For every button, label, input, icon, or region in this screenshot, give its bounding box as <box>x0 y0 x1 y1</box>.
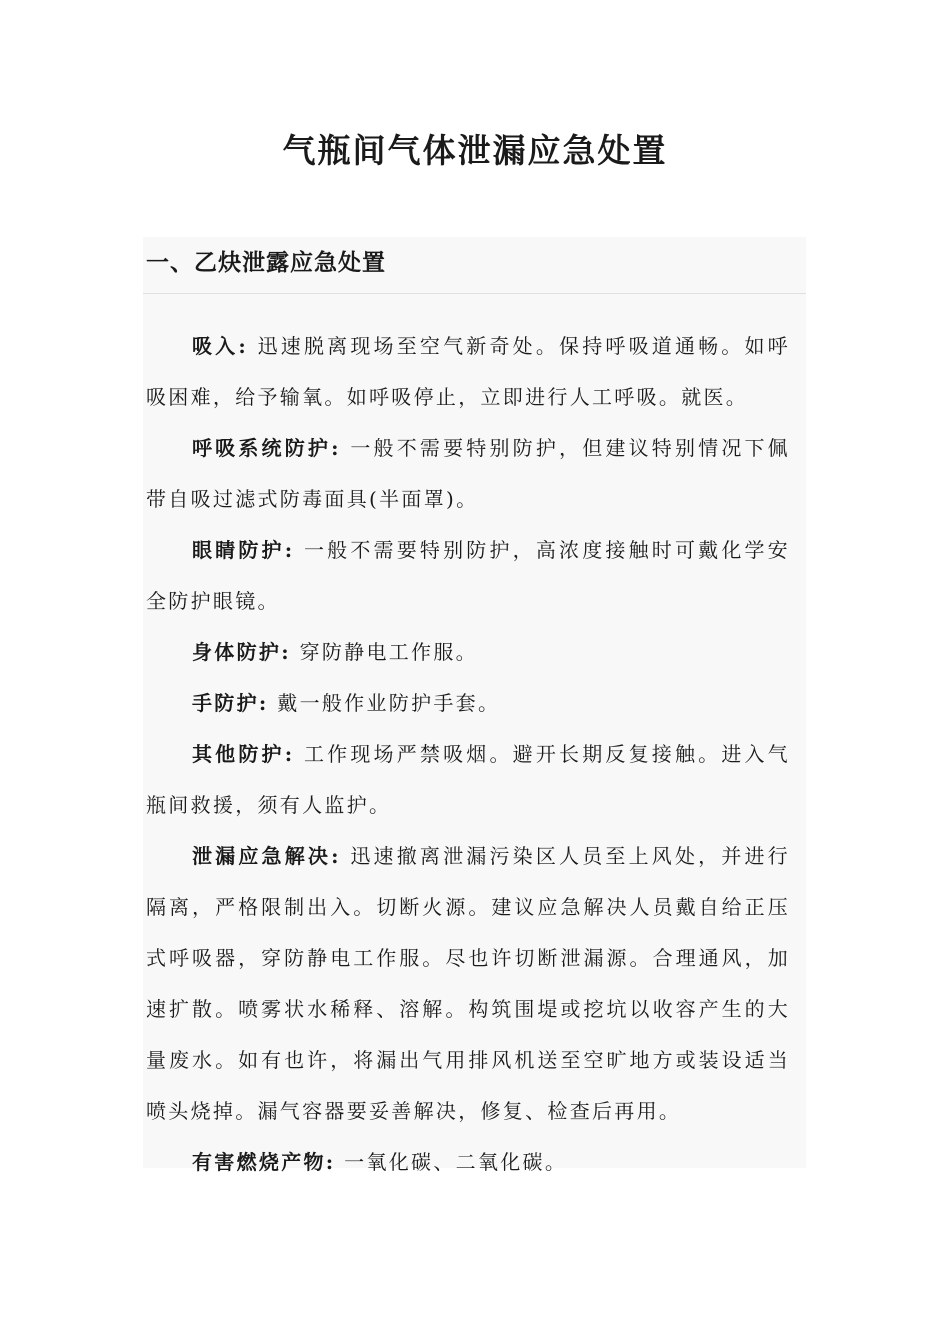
paragraph-other-protection <box>146 729 790 831</box>
paragraph-inhalation <box>146 321 790 423</box>
paragraph-combustion-products <box>146 1137 790 1188</box>
paragraph-text: 穿防静电工作服。 <box>299 640 478 664</box>
term-label: 手防护: <box>192 691 269 715</box>
term-label: 身体防护: <box>192 640 291 664</box>
paragraph-text: 迅速撤离泄漏污染区人员至上风处，并进行隔离，严格限制出入。切断火源。建议应急解决人员戴自给正压式呼吸器，穿防静电工作服。尽也许切断泄漏源。合理通风，加速扩散。喷雾状水稀释、溶解。构筑围堤或挖坑以收容产生的大量废水。如有也许，将漏出气用排风机送至空旷地方或装设适当喷头烧掉。漏气容器要妥善解决，修复、检查后再用。 <box>146 844 790 1123</box>
page-title: 气瓶间气体泄漏应急处置 <box>282 131 668 170</box>
term-label: 吸入: <box>192 334 249 358</box>
term-label: 呼吸系统防护: <box>192 436 341 460</box>
paragraph-leak-response <box>146 831 790 1137</box>
paragraph-text: 一般不需要特别防护，高浓度接触时可戴化学安全防护眼镜。 <box>146 538 790 613</box>
content-panel <box>143 237 806 1174</box>
paragraph-text: 工作现场严禁吸烟。避开长期反复接触。进入气瓶间救援，须有人监护。 <box>146 742 790 817</box>
paragraph-text: 戴一般作业防护手套。 <box>277 691 501 715</box>
term-label: 眼睛防护: <box>192 538 295 562</box>
paragraph-text: 一般不需要特别防护，但建议特别情况下佩带自吸过滤式防毒面具(半面罩)。 <box>146 436 790 511</box>
term-label: 有害燃烧产物: <box>192 1150 336 1174</box>
paragraph-text: 一氧化碳、二氧化碳。 <box>344 1150 568 1174</box>
term-label: 其他防护: <box>192 742 295 766</box>
section-body <box>143 294 806 1188</box>
section-heading: 一、乙炔泄露应急处置 <box>143 237 806 294</box>
term-label: 泄漏应急解决: <box>192 844 341 868</box>
paragraph-text: 迅速脱离现场至空气新奇处。保持呼吸道通畅。如呼吸困难，给予输氧。如呼吸停止，立即进行人工呼吸。就医。 <box>146 334 790 409</box>
paragraph-hand-protection <box>146 678 790 729</box>
paragraph-eye-protection <box>146 525 790 627</box>
paragraph-respiratory-protection <box>146 423 790 525</box>
paragraph-body-protection <box>146 627 790 678</box>
